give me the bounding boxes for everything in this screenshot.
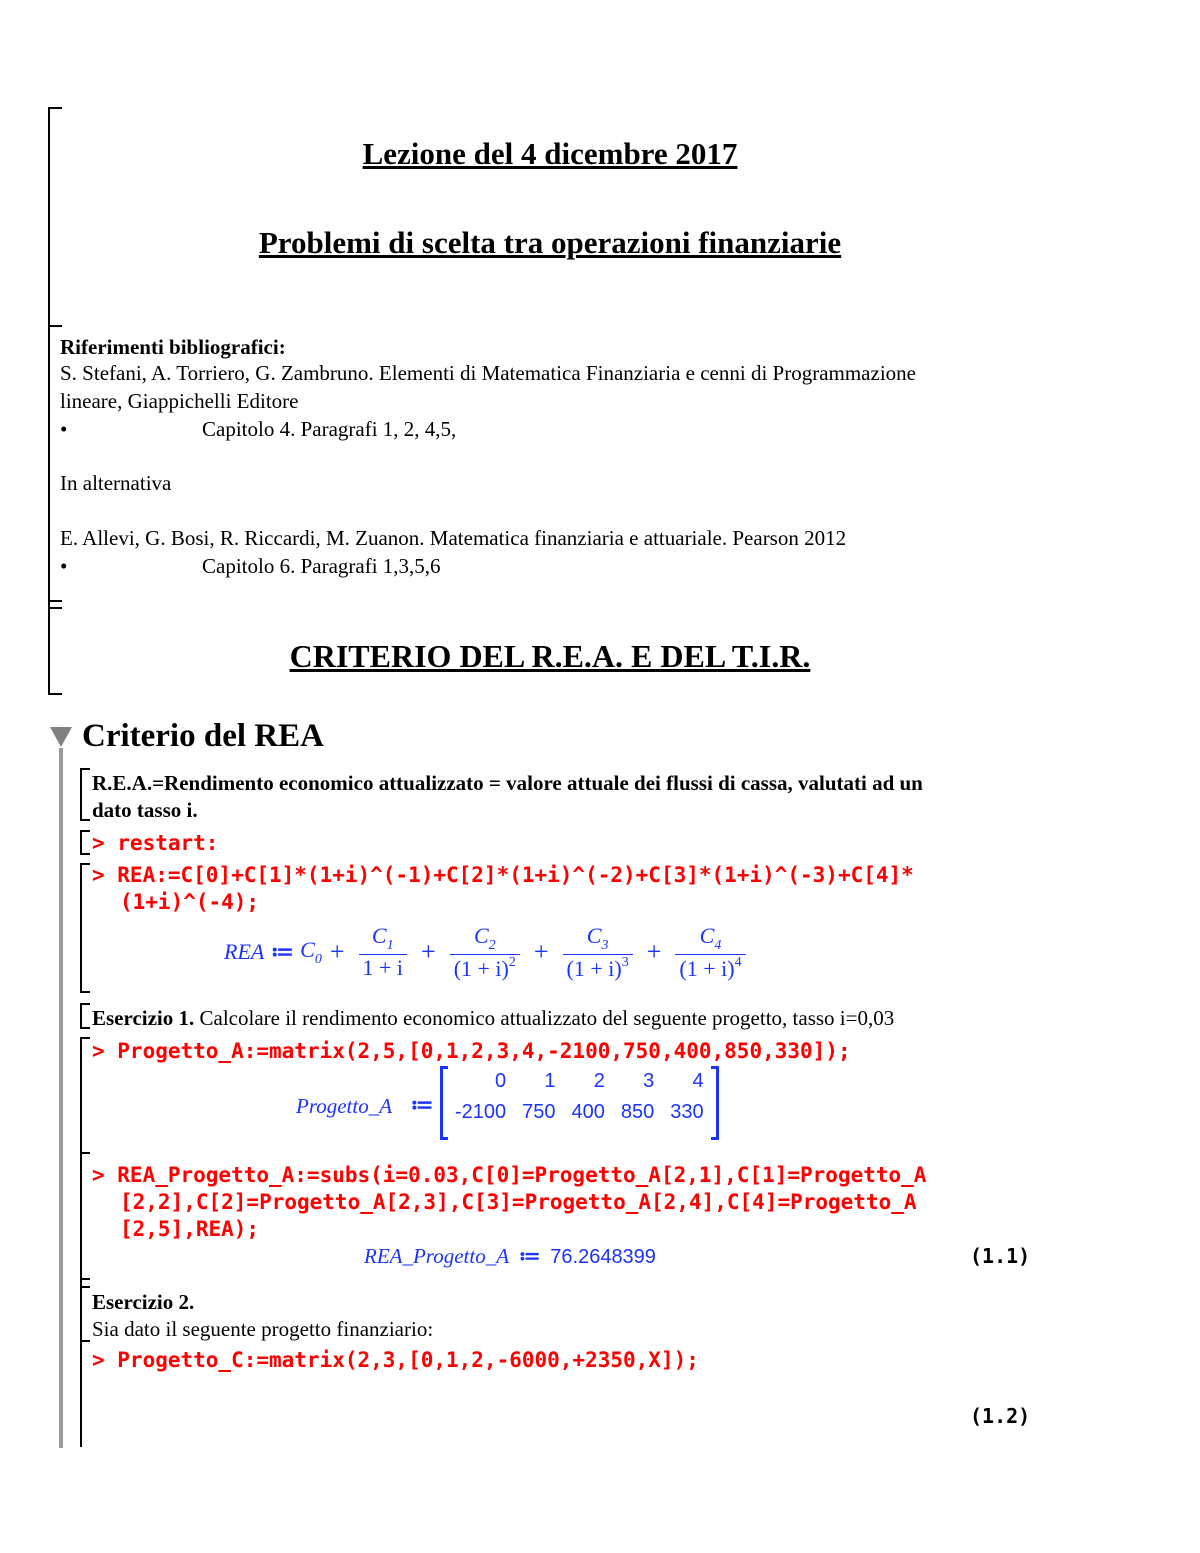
refs-line: S. Stefani, A. Torriero, G. Zambruno. Elementi di Matematica Finanziaria e cenni di Programmazione: [60, 361, 916, 385]
matrix-cell: -2100: [455, 1101, 507, 1123]
plus-symbol: +: [646, 937, 662, 966]
refs-line: E. Allevi, G. Bosi, R. Riccardi, M. Zuanon. Matematica finanziaria e attuariale. Pearson 2012: [60, 526, 847, 550]
bracket-tick: [80, 853, 90, 855]
refs-bullet: Capitolo 6. Paragrafi 1,3,5,6: [202, 554, 441, 578]
bracket-tick: [80, 1027, 90, 1029]
text-bracket: [80, 768, 82, 821]
bracket-tick: [80, 991, 90, 993]
rea-result-output: [364, 1243, 656, 1269]
matrix-row: [447, 1066, 712, 1097]
bracket-tick: [80, 768, 90, 770]
definition-text: dato tasso i.: [92, 798, 198, 822]
matrix-cell: 1: [544, 1070, 556, 1092]
section-bar: [59, 748, 63, 1448]
result-lhs: REA_Progetto_A: [364, 1244, 510, 1268]
bracket-tick: [80, 863, 90, 865]
command-input[interactable]: > REA:=C[0]+C[1]*(1+i)^(-1)+C[2]*(1+i)^(-2)+C[3]*(1+i)^(-3)+C[4]*: [92, 863, 914, 887]
exercise-1-description: Calcolare il rendimento economico attualizzato del seguente progetto, tasso i=0,03: [194, 1006, 895, 1030]
matrix-cell: 400: [571, 1101, 605, 1123]
fraction-term-3: $\frac{C_3}{(1 + i)^3}$: [563, 923, 633, 982]
matrix-cell: 3: [643, 1070, 655, 1092]
c0-term: $C_0$: [300, 936, 322, 967]
bracket-tick: [80, 1286, 90, 1288]
bracket-tick: [48, 325, 62, 327]
matrix-cell: 0: [495, 1070, 507, 1092]
bracket-tick: [80, 830, 90, 832]
definition-text: R.E.A.=Rendimento economico attualizzato = valore attuale dei flussi di cassa, valutati ad un: [92, 771, 923, 795]
matrix-cell: 330: [670, 1101, 704, 1123]
plus-symbol: +: [533, 937, 549, 966]
matrix-table: [447, 1066, 712, 1128]
command-input-continued[interactable]: (1+i)^(-4);: [120, 890, 260, 914]
matrix-cell: 2: [593, 1070, 605, 1092]
rea-formula-output: [224, 917, 752, 987]
plus-symbol: +: [421, 937, 436, 966]
fraction-term-2: $\frac{C_2}{(1 + i)^2}$: [450, 923, 520, 982]
bullet-mark: •: [60, 554, 68, 578]
fraction-term-4: $\frac{C_4}{(1 + i)^4}$: [675, 923, 745, 982]
command-input-continued[interactable]: [2,5],REA);: [120, 1217, 260, 1241]
matrix-bracket-corner: [440, 1137, 448, 1140]
assign-symbol: ≔: [410, 1092, 434, 1117]
command-input[interactable]: > restart:: [92, 831, 219, 855]
matrix-output: [440, 1066, 719, 1140]
section-title: Criterio del REA: [82, 718, 324, 754]
matrix-bracket-corner: [440, 1066, 448, 1069]
assign-symbol: ≔: [518, 1244, 542, 1268]
matrix-bracket-corner: [711, 1066, 719, 1069]
command-input[interactable]: > Progetto_C:=matrix(2,3,[0,1,2,-6000,+2350,X]);: [92, 1348, 699, 1372]
bracket-tick: [48, 607, 62, 609]
equation-label: (1.1): [970, 1244, 1031, 1268]
matrix-cell: 4: [692, 1070, 704, 1092]
rea-lhs: REA: [224, 939, 265, 964]
main-heading: CRITERIO DEL R.E.A. E DEL T.I.R.: [289, 638, 811, 674]
bracket-tick: [80, 1003, 90, 1005]
bracket-tick: [48, 107, 62, 109]
exec-group-bracket: [80, 1037, 82, 1447]
matrix-cell: 750: [522, 1101, 556, 1123]
command-input-continued[interactable]: [2,2],C[2]=Progetto_A[2,3],C[3]=Progetto_A[2,4],C[4]=Progetto_A: [120, 1190, 917, 1214]
plus-symbol: +: [329, 937, 345, 966]
matrix-bracket-corner: [711, 1137, 719, 1140]
refs-heading: Riferimenti bibliografici:: [60, 335, 286, 359]
matrix-cell: 850: [620, 1101, 655, 1123]
bracket-tick: [80, 1340, 90, 1342]
bracket-tick: [48, 600, 62, 602]
matrix-lhs: Progetto_A: [296, 1094, 393, 1118]
refs-line: lineare, Giappichelli Editore: [60, 389, 299, 413]
exercise-1-label: Esercizio 1.: [92, 1006, 195, 1030]
assign-symbol: ≔: [270, 939, 295, 964]
exercise-2-label: Esercizio 2.: [92, 1290, 195, 1314]
input-bracket: [80, 830, 82, 855]
bracket-tick: [80, 1037, 90, 1039]
exercise-2-text: Sia dato il seguente progetto finanziario:: [92, 1317, 434, 1341]
refs-bullet: Capitolo 4. Paragrafi 1, 2, 4,5,: [202, 417, 457, 441]
result-value: 76.2648399: [550, 1246, 656, 1268]
exercise-1-text: [92, 1006, 894, 1031]
section-collapse-arrow-icon[interactable]: [50, 727, 72, 747]
bracket-tick: [80, 1152, 90, 1154]
page-subtitle: Problemi di scelta tra operazioni finanziarie: [258, 225, 842, 260]
bracket-tick: [80, 1278, 90, 1280]
refs-alt: In alternativa: [60, 471, 172, 495]
bullet-mark: •: [60, 417, 68, 441]
bracket-tick: [80, 819, 90, 821]
fraction-term-1: $\frac{C_1}{1 + i}$: [359, 923, 408, 981]
command-input[interactable]: > Progetto_A:=matrix(2,5,[0,1,2,3,4,-2100,750,400,850,330]);: [92, 1039, 851, 1063]
exec-group-bracket: [80, 863, 82, 993]
page-title: Lezione del 4 dicembre 2017: [362, 136, 738, 171]
matrix-row: [447, 1097, 712, 1128]
bracket-tick: [48, 693, 62, 695]
command-input[interactable]: > REA_Progetto_A:=subs(i=0.03,C[0]=Progetto_A[2,1],C[1]=Progetto_A: [92, 1163, 927, 1187]
text-bracket: [80, 1003, 82, 1029]
equation-label: (1.2): [970, 1404, 1031, 1428]
